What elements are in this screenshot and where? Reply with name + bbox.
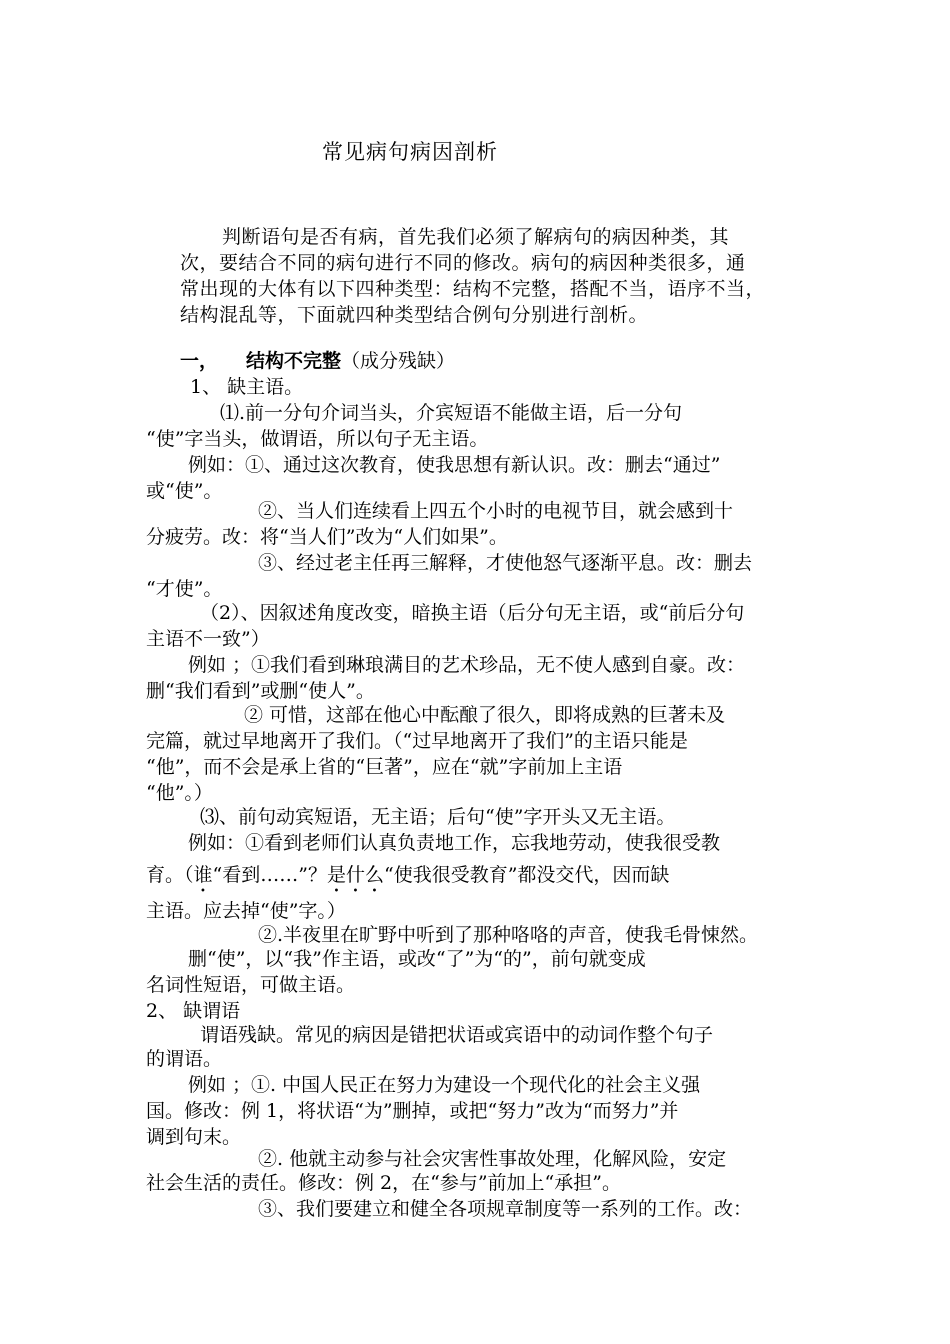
- body-line: “他”，而不会是承上省的“巨著”，应在“就”字前加上主语: [146, 756, 623, 778]
- example-line: 例如：①、通过这次教育，使我思想有新认识。改：删去“通过”: [188, 454, 721, 476]
- body-line: 的谓语。: [146, 1048, 223, 1070]
- example-line: ②.半夜里在旷野中听到了那种咯咯的声音，使我毛骨悚然。: [258, 924, 759, 946]
- intro-line-4: 结构混乱等，下面就四种类型结合例句分别进行剖析。: [180, 304, 649, 326]
- body-line: 国。修改：例 1，将状语“为”删掉，或把“努力”改为“而努力”并: [146, 1100, 679, 1122]
- body-line: 名词性短语，可做主语。: [146, 974, 356, 996]
- body-line: 删“我们看到”或删“使人”。: [146, 680, 375, 702]
- example-line: ③、经过老主任再三解释，才使他怒气逐渐平息。改：删去: [258, 552, 753, 574]
- body-line: 主语不一致”）: [146, 628, 270, 650]
- example-line: ②. 他就主动参与社会灾害性事故处理，化解风险，安定: [258, 1148, 727, 1170]
- intro-line-3: 常出现的大体有以下四种类型：结构不完整，搭配不当，语序不当，: [180, 278, 766, 300]
- emphasis-what: 是什么: [326, 864, 384, 886]
- body-line: 或“使”。: [146, 480, 223, 502]
- body-line: ⑴.前一分句介词当头，介宾短语不能做主语，后一分句: [220, 402, 683, 424]
- body-line: “才使”。: [146, 578, 223, 600]
- subheading-subject-change: （2）、因叙述角度改变，暗换主语（后分句无主语，或“前后分句: [200, 602, 745, 624]
- section-number: 一，: [180, 350, 219, 372]
- body-line: 调到句末。: [146, 1126, 242, 1148]
- emphasis-who: 谁: [193, 864, 213, 886]
- example-line: ③、我们要建立和健全各项规章制度等一系列的工作。改：: [258, 1198, 753, 1220]
- body-line: “使”字当头，做谓语，所以句子无主语。: [146, 428, 489, 450]
- body-line: 社会生活的责任。修改：例 2，在“参与”前加上“承担”。: [146, 1172, 621, 1194]
- body-line: 完篇，就过早地离开了我们。（“过早地离开了我们”的主语只能是: [146, 730, 688, 752]
- example-line: 例如 ；①. 中国人民正在努力为建设一个现代化的社会主义强: [188, 1074, 701, 1096]
- subheading-verb-object: ⑶、前句动宾短语，无主语；后句“使”字开头又无主语。: [200, 806, 676, 828]
- body-line-emphasis: 育。（谁“看到……”？是什么“使我很受教育”都没交代，因而缺: [146, 864, 670, 886]
- subheading-missing-predicate: 2、 缺谓语: [146, 1000, 241, 1022]
- body-line: 谓语残缺。常见的病因是错把状语或宾语中的动词作整个句子: [200, 1024, 714, 1046]
- body-line: 删“使”，以“我”作主语，或改“了”为“的”，前句就变成: [188, 948, 646, 970]
- section-note: （成分残缺）: [341, 350, 456, 372]
- subheading-missing-subject: 1、 缺主语。: [190, 376, 304, 398]
- body-line: “他”。）: [146, 782, 213, 804]
- intro-line-1: 判断语句是否有病，首先我们必须了解病句的病因种类，其: [222, 226, 730, 248]
- body-line: 主语。应去掉“使”字。）: [146, 900, 346, 922]
- page-title: 常见病句病因剖析: [322, 140, 498, 164]
- intro-line-2: 次，要结合不同的病句进行不同的修改。病句的病因种类很多，通: [180, 252, 746, 274]
- body-line: 分疲劳。改：将“当人们”改为“人们如果”。: [146, 526, 508, 548]
- section-title: 结构不完整: [246, 350, 342, 372]
- section-heading-1: [180, 348, 455, 374]
- example-line: ② 可惜，这部在他心中酝酿了很久，即将成熟的巨著未及: [244, 704, 726, 726]
- example-line: ②、当人们连续看上四五个小时的电视节目，就会感到十: [258, 500, 734, 522]
- example-line: 例如 ；①我们看到琳琅满目的艺术珍品，无不使人感到自豪。改：: [188, 654, 746, 676]
- example-line: 例如：①看到老师们认真负责地工作，忘我地劳动，使我很受教: [188, 832, 721, 854]
